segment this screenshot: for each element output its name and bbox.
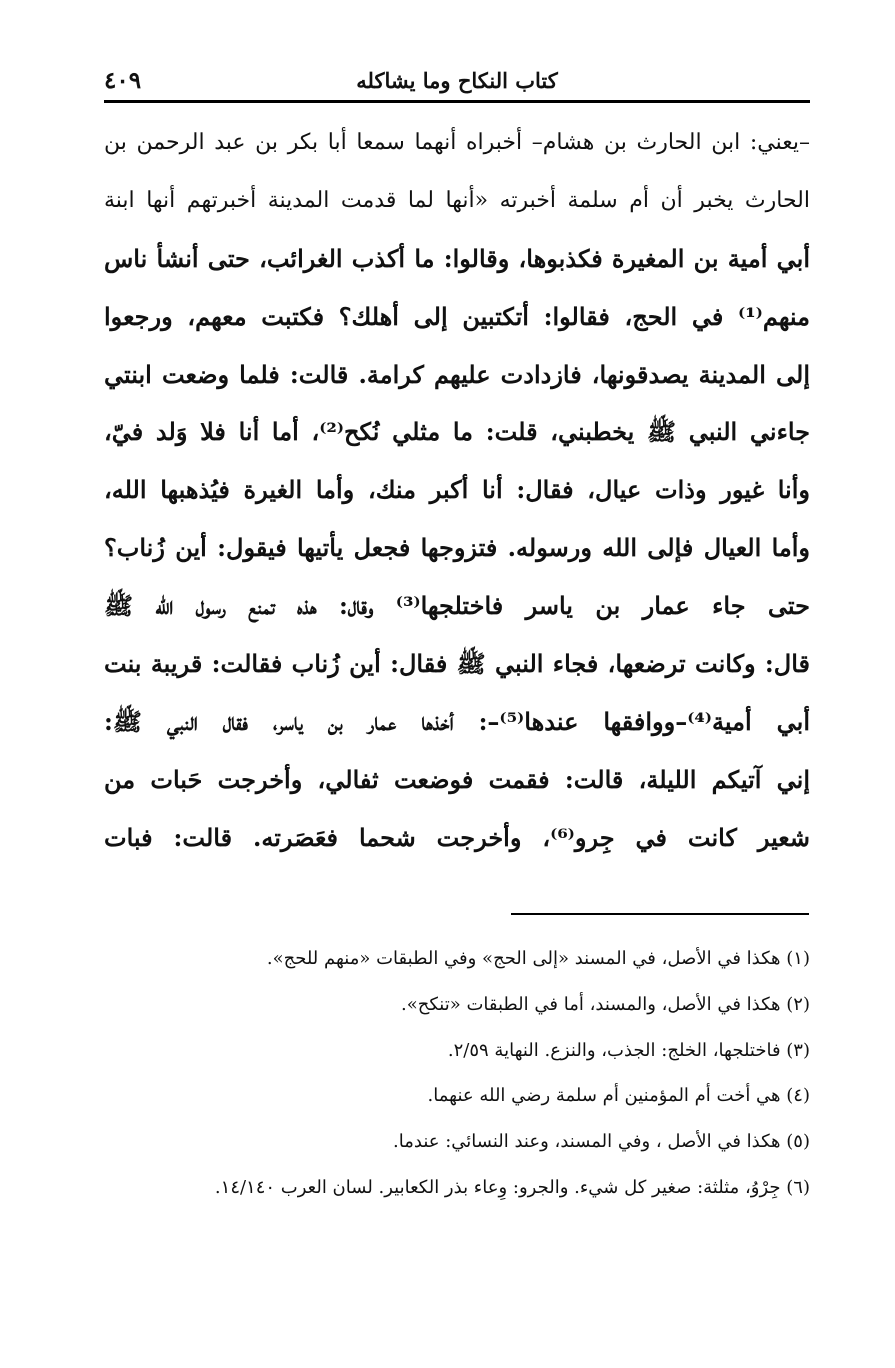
page-number: ٤٠٩ [104, 67, 142, 94]
running-header [104, 66, 810, 103]
text-line: وأما العيال فإلى الله ورسوله. فتزوجها فجعل يأتيها فيقول: أين زُناب؟ [104, 533, 810, 563]
text-line: أبي أمية⁽⁴⁾–ووافقها عندها⁽⁵⁾–: أخذها عمار بن ياسر، فقال النبي ﷺ: [104, 706, 810, 736]
text-line: الحارث يخبر أن أم سلمة أخبرته «أنها لما قدمت المدينة أخبرتهم أنها ابنة [104, 187, 810, 213]
footnote: (٤) هي أخت أم المؤمنين أم سلمة رضي الله عنهما. [427, 1085, 810, 1107]
text-line: شعير كانت في جِرو⁽⁶⁾، وأخرجت شحما فعَصَرته. قالت: فبات [104, 822, 810, 852]
footnotes [104, 937, 810, 1212]
text-line: –يعني: ابن الحارث بن هشام– أخبراه أنهما سمعا أبا بكر بن عبد الرحمن بن [104, 130, 810, 155]
text-line: إلى المدينة يصدقونها، فازدادت عليهم كرامة. قالت: فلما وضعت ابنتي [104, 359, 810, 389]
footnote: (٢) هكذا في الأصل، والمسند، أما في الطبقات «تنكح». [400, 993, 810, 1015]
book-title: كتاب النكاح وما يشاكله [356, 68, 558, 93]
footnote: (٥) هكذا في الأصل ، وفي المسند، وعند النسائي: عندما. [393, 1131, 810, 1153]
footnote: (١) هكذا في الأصل، في المسند «إلى الحج» وفي الطبقات «منهم للحج». [266, 948, 810, 969]
text-line: منهم⁽¹⁾ في الحج، فقالوا: أتكتبين إلى أهلك؟ فكتبت معهم، ورجعوا [104, 301, 810, 331]
footnote-separator [511, 913, 809, 915]
text-line: حتى جاء عمار بن ياسر فاختلجها⁽³⁾ وقال: هذه تمنع رسول الله ﷺ [104, 591, 810, 621]
footnote: (٦) جِرْوُ، مثلثة: صغير كل شيء. والجرو: وِعاء بذر الكعابير. لسان العرب ١٤/١٤٠. [214, 1176, 810, 1198]
main-text [104, 114, 810, 867]
text-line: وأنا غيور وذات عيال، فقال: أنا أكبر منك، وأما الغيرة فيُذهبها الله، [104, 475, 810, 505]
text-line: إني آتيكم الليلة، قالت: فقمت فوضعت ثفالي، وأخرجت حَبات من [104, 764, 810, 794]
text-line: جاءني النبي ﷺ يخطبني، قلت: ما مثلي نُكح⁽²⁾، أما أنا فلا وَلد فيّ، [104, 417, 810, 447]
footnote: (٣) فاختلجها، الخلج: الجذب، والنزع. النهاية ٢/٥٩. [447, 1039, 810, 1061]
text-line: قال: وكانت ترضعها، فجاء النبي ﷺ فقال: أين زُناب فقالت: قريبة بنت [104, 649, 810, 679]
text-line: أبي أمية بن المغيرة فكذبوها، وقالوا: ما أكذب الغرائب، حتى أنشأ ناس [104, 243, 810, 273]
